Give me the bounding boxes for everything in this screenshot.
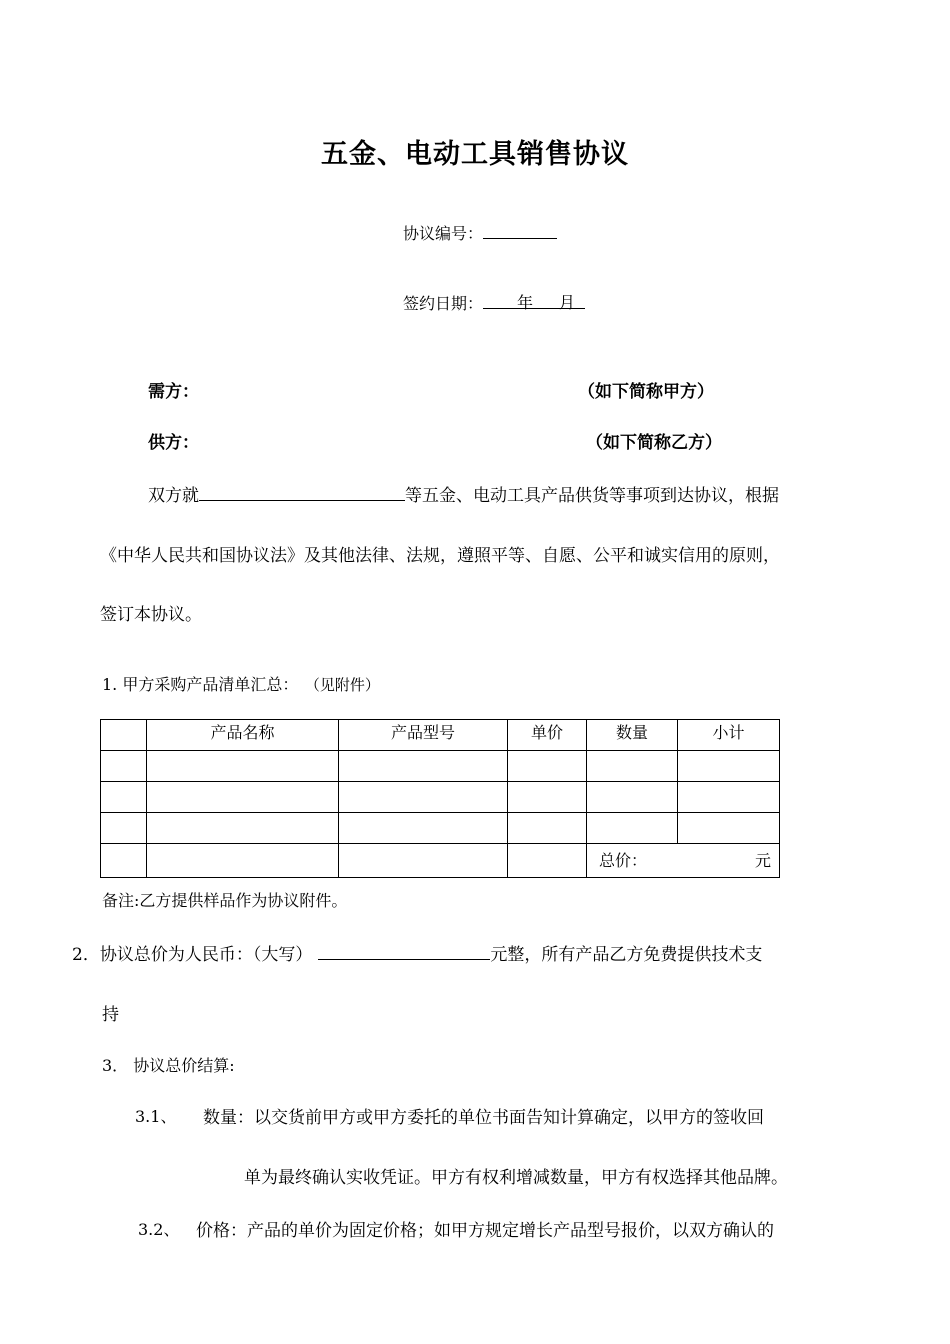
- table-cell[interactable]: [587, 782, 678, 813]
- item-3-1-line-1: 数量：以交货前甲方或甲方委托的单位书面告知计算确定，以甲方的签收回: [203, 1108, 764, 1128]
- item-3-2-line-1: 价格：产品的单价为固定价格；如甲方规定增长产品型号报价，以双方确认的: [196, 1221, 774, 1241]
- table-cell[interactable]: [508, 844, 587, 878]
- product-table: [100, 719, 780, 878]
- table-cell[interactable]: [587, 751, 678, 782]
- intro-line-3: 签订本协议。: [100, 605, 202, 625]
- agreement-number-blank[interactable]: [483, 220, 557, 239]
- header-product-model: 产品型号: [339, 720, 508, 751]
- section-2-text-a: 2．协议总价为人民币：（大写）: [72, 945, 313, 965]
- table-cell[interactable]: [147, 844, 339, 878]
- buyer-label: 需方：: [148, 382, 199, 402]
- intro-line-1: [148, 481, 779, 506]
- total-price-cell[interactable]: [587, 844, 780, 878]
- intro-line-2: 《中华人民共和国协议法》及其他法律、法规，遵照平等、自愿、公平和诚实信用的原则，: [100, 546, 780, 566]
- header-quantity: 数量: [587, 720, 678, 751]
- table-cell[interactable]: [339, 844, 508, 878]
- document-title: 五金、电动工具销售协议: [321, 139, 629, 170]
- total-price-unit: 元: [754, 851, 771, 870]
- header-unit-price: 单价: [508, 720, 587, 751]
- section-1-label: 1. 甲方采购产品清单汇总：: [102, 675, 299, 694]
- month-label: 月: [559, 293, 576, 312]
- product-scope-blank[interactable]: [199, 482, 405, 501]
- item-3-1-number: 3.1、: [135, 1107, 177, 1126]
- table-row: [101, 813, 780, 844]
- sign-date-row: [403, 290, 585, 314]
- sign-date-blank[interactable]: [483, 290, 585, 312]
- table-header-row: [101, 720, 780, 751]
- table-cell[interactable]: [339, 751, 508, 782]
- intro-text-a: 双方就: [148, 486, 199, 506]
- intro-text-b: 等五金、电动工具产品供货等事项到达协议，根据: [405, 486, 779, 506]
- table-cell[interactable]: [678, 782, 780, 813]
- section-1-note: （见附件）: [312, 676, 380, 694]
- agreement-number-label: 协议编号：: [403, 224, 484, 243]
- item-3-2-number: 3.2、: [138, 1220, 180, 1239]
- header-product-name: 产品名称: [147, 720, 339, 751]
- table-row: [101, 751, 780, 782]
- table-cell[interactable]: [339, 782, 508, 813]
- table-cell[interactable]: [147, 782, 339, 813]
- section-3-heading: 3． 协议总价结算:: [102, 1056, 235, 1075]
- section-2-text-b: 元整，所有产品乙方免费提供技术支: [490, 945, 763, 965]
- table-cell[interactable]: [587, 813, 678, 844]
- table-cell[interactable]: [508, 782, 587, 813]
- year-label: 年: [517, 293, 534, 312]
- section-2-line-1: [72, 940, 762, 965]
- table-cell[interactable]: [101, 844, 147, 878]
- table-cell[interactable]: [678, 751, 780, 782]
- total-amount-blank[interactable]: [318, 941, 490, 960]
- table-cell[interactable]: [147, 813, 339, 844]
- total-price-label: 总价：: [599, 851, 648, 870]
- table-cell[interactable]: [508, 751, 587, 782]
- table-cell[interactable]: [147, 751, 339, 782]
- item-3-1-line-2: 单为最终确认实收凭证。甲方有权利增减数量，甲方有权选择其他品牌。: [244, 1168, 788, 1188]
- sign-date-label: 签约日期：: [403, 294, 484, 313]
- table-cell[interactable]: [101, 782, 147, 813]
- table-cell[interactable]: [678, 813, 780, 844]
- table-total-row: [101, 844, 780, 878]
- remark-text: 备注:乙方提供样品作为协议附件。: [102, 891, 348, 910]
- seller-note: （如下简称乙方）: [586, 433, 722, 453]
- header-subtotal: 小计: [678, 720, 780, 751]
- table-row: [101, 782, 780, 813]
- seller-label: 供方：: [148, 433, 199, 453]
- buyer-note: （如下简称甲方）: [578, 382, 714, 402]
- section-2-line-2: 持: [102, 1005, 119, 1025]
- table-cell[interactable]: [101, 751, 147, 782]
- table-cell[interactable]: [508, 813, 587, 844]
- header-index: [101, 720, 147, 751]
- table-cell[interactable]: [339, 813, 508, 844]
- agreement-number-row: [403, 220, 557, 244]
- section-1-heading: [102, 672, 380, 695]
- table-cell[interactable]: [101, 813, 147, 844]
